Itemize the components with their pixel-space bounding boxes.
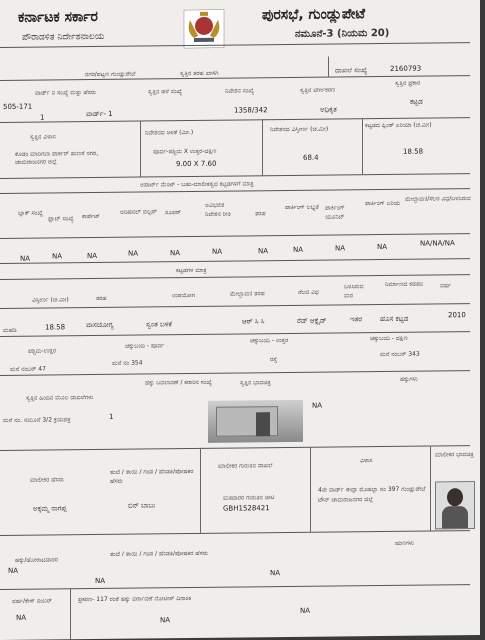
dimension-label: ನಿವೇಶನದ ಅಳತೆ (ಮೀ.) xyxy=(145,128,194,137)
source-docs-value: ಮನೆ ನಂ. ನಮೂನೆ 3/2 ಕ್ರಯಪತ್ರ xyxy=(3,416,71,424)
govt-title: ಕರ್ನಾಟಕ ಸರ್ಕಾರ xyxy=(18,8,98,26)
rights-label: ಹಕ್ಕುಗಳು xyxy=(400,375,418,383)
floor-label: ಮಹಡಿ xyxy=(3,326,17,334)
bld-header: ಬಳಸಿರುವ ಮರ xyxy=(344,283,364,300)
owner-address: 4ನೇ ವಾರ್ಡ್ ಈದ್ಗಾ ಮೊಹಲ್ಲಾ ನಂ 397 ಗುಂಡ್ಲುಪೇಟೆ ಟೌನ್ ಚಾಮರಾಜನಗರ ಜಿಲ್ಲೆ xyxy=(318,485,426,504)
transfer-notice-label: ಪ್ರಕರಣ- 117 ರಂತೆ ಹಕ್ಕು ವರ್ಗಾವಣೆ ನೋಟೀಸ್ ದಿನಾಂಕ xyxy=(78,594,192,604)
photo-value: NA xyxy=(312,401,323,410)
bld-value: ಸ್ವಂತ ಬಳಕೆ xyxy=(146,320,172,329)
apt-header: ಕಾರ್ಪೆಟ್ xyxy=(82,212,100,221)
owner-father-label: ತಂದೆ / ತಾಯಿ / ಗಂಡ / ಹೆಂಡತಿ/ಪೋಷಕರ ಹೆಸರು xyxy=(110,467,194,485)
encumbrance-na: NA xyxy=(270,569,281,578)
bld-header: ನೆಲದ ವಿಧ xyxy=(298,288,319,296)
address-value: ಕೊಡಂ ಮಾರಿಗುಡಿ ಪಾರ್ಕರ್ ಹುಣಸೆ ನಗರ, ಚಾಮರಾಜನಗರ ಜಿಲ್ಲೆ xyxy=(15,149,99,166)
apt-header: ಸೂಪರ್ xyxy=(165,209,181,217)
photo-label: ಸ್ವತ್ತಿನ ಭಾವಚಿತ್ರ xyxy=(240,379,271,387)
apt-value: NA xyxy=(335,244,346,253)
apt-header: ತರಹ xyxy=(255,210,266,218)
apt-value: NA xyxy=(170,249,181,258)
owner-father: ಬಿನ್ ಬಾಬು xyxy=(128,501,156,510)
north-boundary-label: ಚಕ್ಕುಬಂದಿ - ಉತ್ತರ xyxy=(250,336,289,345)
south-house-no: ಮನೆ ನಂಬರ್ 343 xyxy=(380,350,420,359)
property-photo xyxy=(208,400,303,443)
apt-value: NA xyxy=(52,252,63,261)
ward-value: ವಾರ್ಡ್- 1 xyxy=(86,109,113,119)
left-code: 505-171 xyxy=(3,102,33,111)
town-label: ನಗರ/ಪಟ್ಟಣ ಗುಂಡ್ಲುಪೇಟೆ xyxy=(85,70,136,79)
dimension-directions: ಪೂರ್ವ-ಪಶ್ಚಿಮ X ಉತ್ತರ-ದಕ್ಷಿಣ xyxy=(153,147,217,156)
bld-header: ವಿಸ್ತೀರ್ಣ (ಚ.ಮೀ) xyxy=(32,296,69,304)
transfer-value: 1 xyxy=(109,412,114,421)
apt-value: NA xyxy=(377,242,388,252)
type-value: ಕಟ್ಟಡ xyxy=(410,97,423,106)
east-boundary-label: ಚಕ್ಕುಬಂದಿ - ಪೂರ್ವ xyxy=(125,342,165,350)
road-value: ರಸ್ತೆ xyxy=(270,356,278,364)
apt-value: NA xyxy=(258,247,269,256)
bld-value: ಹೊಸ ಕಟ್ಟಡ xyxy=(380,314,409,324)
east-house-no: ಮನೆ ನಂ 354 xyxy=(112,359,143,367)
site-area-value: 68.4 xyxy=(303,153,319,162)
apt-header: ಫ್ಲಾಟ್ ಸಂಖ್ಯೆ xyxy=(48,215,74,223)
apt-value: NA xyxy=(20,254,31,263)
category-value: ಅಧಿಕೃತ xyxy=(320,105,337,114)
apt-header: ಪಾರ್ಕಿಂಗ್ ಏರಿಯ xyxy=(365,199,401,208)
site-no-label: ನಿವೇಶನ ಸಂಖ್ಯೆ xyxy=(225,87,254,95)
bld-header: ಮೇಲ್ಛಾವಣಿ ತರಹ xyxy=(230,290,265,298)
site-no: 1358/342 xyxy=(234,106,268,115)
apt-header: ಬ್ಲಾಕ್ ಸಂಖ್ಯೆ xyxy=(18,209,43,217)
transfer-label: ಹಕ್ಕು ಬದಲಾವಣೆ / ಕರಾರಿನ ಸಂಖ್ಯೆ xyxy=(145,378,212,387)
owner-photo-label: ಮಾಲೀಕರ ಭಾವಚಿತ್ರ xyxy=(435,451,474,459)
form-number: ನಮೂನೆ-3 (ನಿಯಮ 20) xyxy=(295,27,390,40)
bld-value: ವಾಸಯೋಗ್ಯ xyxy=(86,320,114,330)
south-boundary-label: ಚಕ್ಕುಬಂದಿ - ದಕ್ಷಿಣ xyxy=(370,334,408,343)
owner-id-label: ಮಾಲೀಕರ ಗುರುತಿನ ದಾಖಲೆ xyxy=(218,462,273,470)
ward-label: ವಾರ್ಡ್ ನ ಸಂಖ್ಯೆ ಮತ್ತು ಹೆಸರು xyxy=(35,88,97,97)
claimant-na: NA xyxy=(8,566,19,575)
apt-header: ಅಡಿಷನಲ್ ಬಿಲ್ಟಪ್ xyxy=(120,208,158,216)
building-title: ಕಟ್ಟಡಗಳ ಮಾತ್ರ xyxy=(176,266,207,275)
notice-date-na: NA xyxy=(300,606,311,615)
directorate-title: ಪೌರಾಡಳಿತ ನಿರ್ದೇಶನಾಲಯ xyxy=(22,31,105,43)
bld-value: 2010 xyxy=(448,311,466,320)
claimant-label: ಹಕ್ಕು/ಹೋರಾಟದಾರರ xyxy=(15,556,58,564)
plinth-area-label: ಕಟ್ಟಡದ ಪ್ಲಿಂತ್ ಏರಿಯಾ (ಚ.ಮೀ) xyxy=(365,121,432,130)
category-label: ಸ್ವತ್ತಿನ ವರ್ಗೀಕರಣ xyxy=(300,86,336,94)
bld-header: ತರಹ xyxy=(96,294,107,302)
bld-header: ಉಪಯೋಗ xyxy=(172,291,196,300)
case-no-label: ವರ್ಷ/ಕೇಸ್ ನಂಬರ್ xyxy=(12,597,52,605)
reg-no-label: ದಾಖಲೆ ಸಂಖ್ಯೆ xyxy=(335,66,368,75)
claimant-father-na: NA xyxy=(95,576,106,586)
apt-value: NA xyxy=(293,245,304,254)
owner-name-label: ಮಾಲೀಕರ ಹೆಸರು xyxy=(30,476,64,484)
type-label: ಸ್ವತ್ತಿನ ಪ್ರಕಾರ xyxy=(395,79,421,87)
apt-header: ಮೇಲ್ಛಾವಣಿ/ಸೆಲರ ವಿಧ/ಬಳಸಿರುವ xyxy=(405,195,471,203)
bld-header: ವರ್ಷ xyxy=(440,282,452,290)
apt-value: NA xyxy=(212,247,223,256)
source-docs-label: ಸ್ವತ್ತಿನ ಹಿಂದಿನ ಮೂಲ ದಾಖಲೆಗಳು xyxy=(26,394,94,402)
bld-value: ಇತರ xyxy=(350,315,362,324)
apartment-title: ಅಪಾರ್ಟ್ ಮೆಂಟ್ - ಬಹು-ಮಾಲೀಕತ್ವದ ಕಟ್ಟಡಗಳಿಗೆ ಮಾತ್ರ xyxy=(140,180,254,189)
apt-header: ಅವಿಭಜಿತ ನಿವೇಶನ ರೀತಿ xyxy=(205,201,231,218)
west-boundary-label: ಪಶ್ಚಿಮ-ಉತ್ತರ xyxy=(28,347,57,355)
reg-no: 2160793 xyxy=(390,64,422,73)
bld-value: ಆರ್ ಸಿ ಸಿ xyxy=(242,317,265,326)
owner-photo xyxy=(435,481,475,529)
plinth-area-value: 18.58 xyxy=(403,147,424,156)
bld-value: 18.58 xyxy=(45,323,66,332)
case-no-na: NA xyxy=(16,613,27,622)
address-label: ಸ್ವತ್ತಿನ ವಿಳಾಸ xyxy=(30,133,56,141)
owner-addr-label: ವಿಳಾಸ xyxy=(360,457,373,465)
left-house-no: ಮನೆ ನಂಬರ್ 47 xyxy=(10,365,46,373)
property-type: ಸ್ವತ್ತಿನ ತರಹ ಖಾಸಗಿ xyxy=(180,69,219,78)
notice-na: NA xyxy=(160,616,171,625)
claimant-father-label: ತಂದೆ / ತಾಯಿ / ಗಂಡ / ಹೆಂಡತಿ/ಪೋಷಕರ ಹೆಸರು xyxy=(110,549,208,558)
dimension-value: 9.00 X 7.60 xyxy=(176,159,217,169)
owner-id-no: GBH1528421 xyxy=(223,504,270,513)
municipality-title: ಪುರಸಭೆ, ಗುಂಡ್ಲುಪೇಟೆ xyxy=(262,6,366,24)
apt-value: NA/NA/NA xyxy=(420,239,455,248)
encumbrances-label: ಋಣಗಳು xyxy=(395,539,415,547)
apt-value: NA xyxy=(87,251,98,261)
apt-header: ಪಾರ್ಕಿಂಗ್ ಲಭ್ಯತೆ xyxy=(285,203,319,212)
old-prop-no-label: ಸ್ವತ್ತಿನ ಹಳೆ ಸಂಖ್ಯೆ xyxy=(148,88,183,96)
apt-header: ಪಾರ್ಕಿಂಗ್ ಯೂನಿಟ್ xyxy=(325,204,345,221)
owner-name: ಅಕ್ಕಮ್ಮ ನಾಗಪ್ಪ xyxy=(33,504,67,513)
ward-no: 1 xyxy=(40,113,45,122)
bld-header: ನಿರ್ಮಾಣದ ಕಡತದ xyxy=(385,280,423,288)
bld-value: ರೆಡ್ ಆಕ್ಸೈಡ್ xyxy=(297,316,327,325)
owner-id-type: ಮತದಾರರ ಗುರುತಿನ ಚೀಟಿ xyxy=(223,494,275,502)
apt-value: NA xyxy=(128,249,139,258)
site-area-label: ನಿವೇಶನದ ವಿಸ್ತೀರ್ಣ (ಚ.ಮೀ) xyxy=(270,125,329,134)
